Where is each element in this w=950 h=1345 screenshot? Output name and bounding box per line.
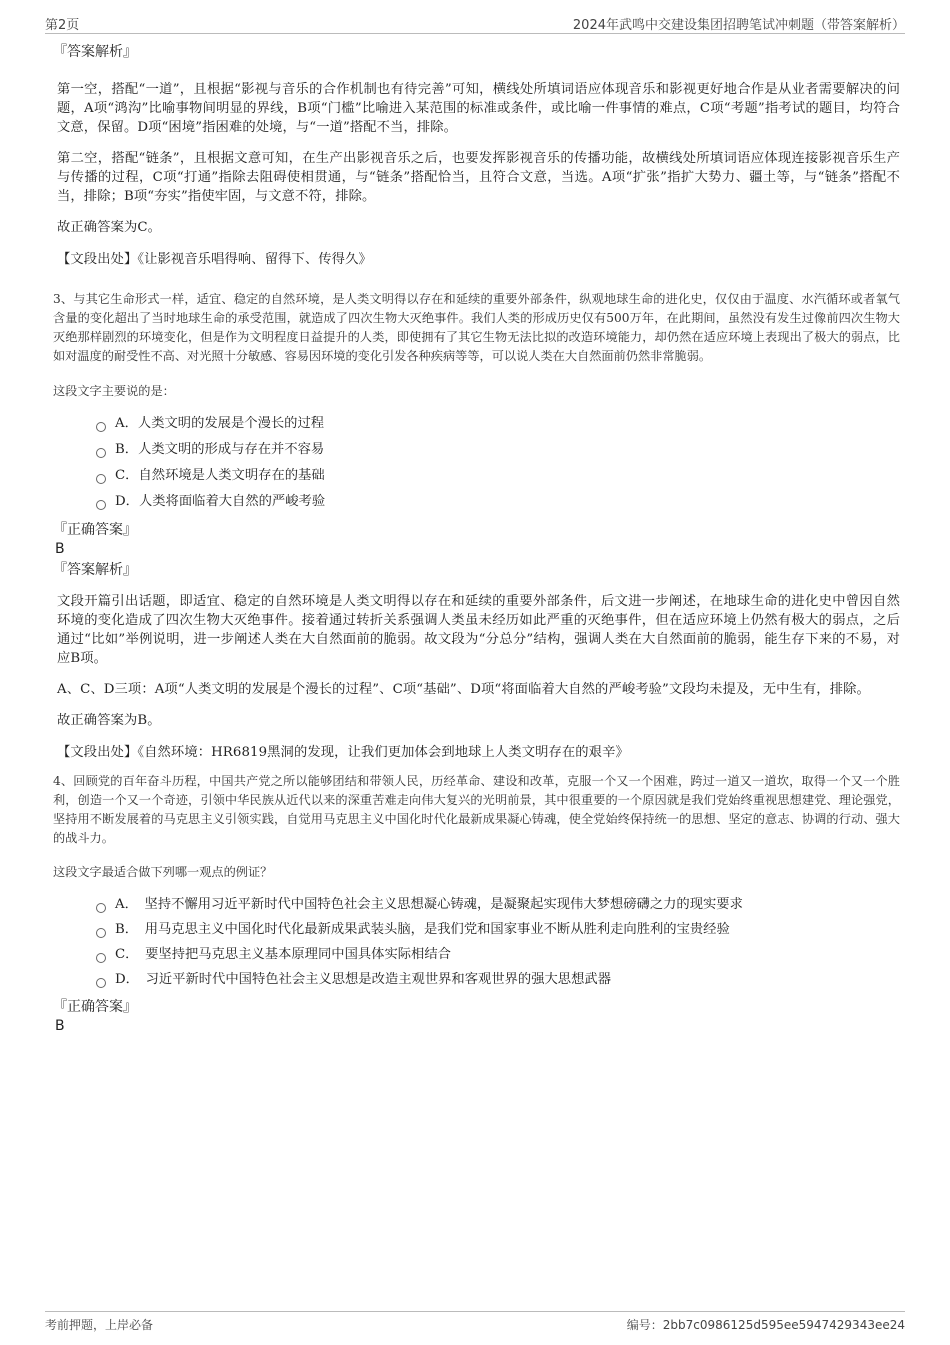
option-label: D． 习近平新时代中国特色社会主义思想是改造主观世界和客观世界的强大思想武器 bbox=[115, 972, 611, 987]
radio-circle-icon[interactable] bbox=[96, 978, 106, 988]
q4-answer: B bbox=[55, 1018, 65, 1034]
q2-source: 【文段出处】《让影视音乐唱得响、留得下、传得久》 bbox=[57, 252, 372, 267]
q3-question: 3、与其它生命形式一样，适宜、稳定的自然环境，是人类文明得以存在和延续的重要外部条件，纵观地球生命的进化史，仅仅由于温度、水汽循环或者氧气含量的变化超出了当时地球生命的承受范围，就造成了四次生物大灭绝事件。我们人类的形成历史仅有500万年，在此期间，虽然没有发生过像前四次生物大灭绝那样剧烈的环境变化，但是作为文明程度日益提升的人类，即使拥有了其它生物无法比拟的改造环境能力，却仍然在适应环境上表现出了极大的弱点，比如对温度的耐受性不高、对光照十分敏感、容易因环境的变化引发各种疾病等等，可以说人类在大自然面前仍然非常脆弱。 bbox=[53, 292, 900, 363]
radio-circle-icon[interactable] bbox=[96, 500, 106, 510]
radio-circle-icon[interactable] bbox=[96, 422, 106, 432]
radio-circle-icon[interactable] bbox=[96, 448, 106, 458]
q3-analysis-paragraph-1: 文段开篇引出话题，即适宜、稳定的自然环境是人类文明得以存在和延续的重要外部条件，后文进一步阐述，在地球生命的进化史中曾因自然环境的变化造成了四次生物大灭绝事件。接着通过转折关系强调人类虽未经历如此严重的灭绝事件，但在适应环境上仍然有极大的弱点，之后通过“比如”举例说明，进一步阐述人类在大自然面前的脆弱。故文段为“分总分”结构，强调人类在大自然面前的脆弱，能生存下来的不易，对应B项。 bbox=[57, 594, 900, 666]
q3-option-d[interactable] bbox=[53, 492, 900, 512]
q4-answer-label: 『正确答案』 bbox=[53, 999, 137, 1015]
q3-option-c[interactable] bbox=[53, 466, 900, 486]
q4-option-b[interactable] bbox=[53, 920, 900, 940]
option-label: A． 坚持不懈用习近平新时代中国特色社会主义思想凝心铸魂，是凝聚起实现伟大梦想磅礴之力的现实要求 bbox=[115, 897, 743, 912]
option-label: B． 用马克思主义中国化时代化最新成果武装头脑，是我们党和国家事业不断从胜利走向胜利的宝贵经验 bbox=[115, 922, 730, 937]
page-content bbox=[53, 42, 900, 1035]
q2-analysis-label: 『答案解析』 bbox=[53, 44, 137, 60]
q4-option-d[interactable] bbox=[53, 970, 900, 990]
document-title: 2024年武鸣中交建设集团招聘笔试冲刺题（带答案解析） bbox=[572, 18, 905, 33]
q3-answer: B bbox=[55, 541, 65, 557]
q3-analysis-paragraph-2: A、C、D三项：A项“人类文明的发展是个漫长的过程”、C项“基础”、D项“将面临着大自然的严峻考验”文段均未提及，无中生有，排除。 bbox=[57, 682, 870, 697]
q4-option-a[interactable] bbox=[53, 895, 900, 915]
q2-analysis-paragraph-2: 第二空，搭配“链条”，且根据文意可知，在生产出影视音乐之后，也要发挥影视音乐的传播功能，故横线处所填词语应体现连接影视音乐生产与传播的过程，C项“打通”指除去阻碍使相贯通，与“链条”搭配恰当，且符合文意，当选。A项“扩张”指扩大势力、疆土等，与“链条”搭配不当，排除；B项“夯实”指使牢固，与文意不符，排除。 bbox=[57, 151, 900, 204]
q3-conclusion: 故正确答案为B。 bbox=[57, 713, 161, 728]
q2-analysis-paragraph-1: 第一空，搭配“一道”，且根据“影视与音乐的合作机制也有待完善”可知，横线处所填词语应体现音乐和影视更好地合作是从业者需要解决的问题，A项“鸿沟”比喻事物间明显的界线，B项“门槛”比喻进入某范围的标准或条件，或比喻一件事情的难点，C项“考题”指考试的题目，均符合文意，保留。D项“困境”指困难的处境，与“一道”搭配不当，排除。 bbox=[57, 82, 900, 135]
option-label: C． 要坚持把马克思主义基本原理同中国具体实际相结合 bbox=[115, 947, 451, 962]
q3-source: 【文段出处】《自然环境：HR6819黑洞的发现，让我们更加体会到地球上人类文明存在的艰辛》 bbox=[57, 745, 629, 760]
q3-option-b[interactable] bbox=[53, 440, 900, 460]
option-label: B．人类文明的形成与存在并不容易 bbox=[115, 442, 325, 457]
q4-question: 4、回顾党的百年奋斗历程，中国共产党之所以能够团结和带领人民，历经革命、建设和改革，克服一个又一个困难，跨过一道又一道坎，取得一个又一个胜利，创造一个又一个奇迹，引领中华民族从近代以来的深重苦难走向伟大复兴的光明前景，其中很重要的一个原因就是我们党始终重视思想建党、理论强党，坚持用不断发展着的马克思主义引领实践，自觉用马克思主义中国化时代化最新成果凝心铸魂，使全党始终保持统一的思想、坚定的意志、协调的行动、强大的战斗力。 bbox=[53, 774, 900, 845]
page-footer bbox=[45, 1311, 905, 1334]
q4-prompt: 这段文字最适合做下列哪一观点的例证？ bbox=[53, 865, 273, 879]
document-id: 编号：2bb7c0986125d595ee5947429343ee24 bbox=[626, 1318, 905, 1332]
q3-analysis-label: 『答案解析』 bbox=[53, 562, 137, 578]
page-number: 第2页 bbox=[45, 18, 80, 33]
radio-circle-icon[interactable] bbox=[96, 903, 106, 913]
q3-options bbox=[53, 414, 900, 512]
radio-circle-icon[interactable] bbox=[96, 953, 106, 963]
q4-options bbox=[53, 895, 900, 990]
q4-option-c[interactable] bbox=[53, 945, 900, 965]
radio-circle-icon[interactable] bbox=[96, 474, 106, 484]
radio-circle-icon[interactable] bbox=[96, 928, 106, 938]
q3-prompt: 这段文字主要说的是： bbox=[53, 384, 175, 398]
q3-answer-label: 『正确答案』 bbox=[53, 522, 137, 538]
q2-conclusion: 故正确答案为C。 bbox=[57, 220, 162, 235]
option-label: D．人类将面临着大自然的严峻考验 bbox=[115, 494, 326, 509]
footer-slogan: 考前押题，上岸必备 bbox=[45, 1318, 154, 1332]
page-header bbox=[45, 13, 905, 34]
option-label: C．自然环境是人类文明存在的基础 bbox=[115, 468, 325, 483]
q3-option-a[interactable] bbox=[53, 414, 900, 434]
option-label: A．人类文明的发展是个漫长的过程 bbox=[115, 416, 325, 431]
